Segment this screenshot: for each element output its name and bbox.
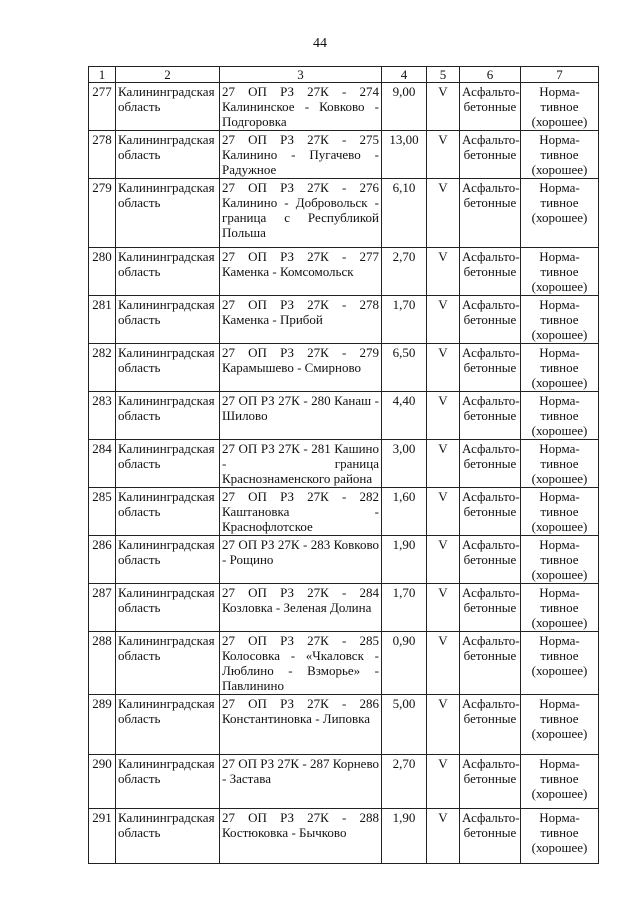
road-name-cell: 27 ОП РЗ 27К - 275 Калинино - Пугачево - Радужное (220, 131, 382, 179)
row-number: 290 (89, 755, 116, 809)
row-number: 284 (89, 440, 116, 488)
category-cell: V (427, 584, 460, 632)
category-cell: V (427, 536, 460, 584)
road-name-cell: 27 ОП РЗ 27К - 274 Калининское - Ковково - Подгоровка (220, 83, 382, 131)
category-cell: V (427, 488, 460, 536)
table-row (89, 131, 599, 179)
region-cell: Калининградская область (116, 536, 220, 584)
row-number: 279 (89, 179, 116, 248)
surface-cell: Асфальто-бетонные (460, 131, 521, 179)
table-row (89, 584, 599, 632)
page-number: 44 (313, 36, 327, 51)
surface-cell: Асфальто-бетонные (460, 809, 521, 864)
region-cell: Калининградская область (116, 695, 220, 755)
road-name-cell: 27 ОП РЗ 27К - 279 Карамышево - Смирново (220, 344, 382, 392)
state-cell: Норма-тивное (хорошее) (521, 344, 599, 392)
row-number: 289 (89, 695, 116, 755)
table-row (89, 695, 599, 755)
state-cell: Норма-тивное (хорошее) (521, 632, 599, 695)
category-cell: V (427, 632, 460, 695)
category-cell: V (427, 131, 460, 179)
table-row (89, 296, 599, 344)
length-cell: 1,70 (382, 584, 427, 632)
category-cell: V (427, 695, 460, 755)
table-row (89, 179, 599, 248)
region-cell: Калининградская область (116, 392, 220, 440)
length-cell: 1,70 (382, 296, 427, 344)
state-cell: Норма-тивное (хорошее) (521, 488, 599, 536)
roads-table (88, 66, 599, 864)
table-row (89, 248, 599, 296)
length-cell: 2,70 (382, 248, 427, 296)
surface-cell: Асфальто-бетонные (460, 179, 521, 248)
category-cell: V (427, 755, 460, 809)
region-cell: Калининградская область (116, 755, 220, 809)
length-cell: 9,00 (382, 83, 427, 131)
surface-cell: Асфальто-бетонные (460, 632, 521, 695)
row-number: 277 (89, 83, 116, 131)
state-cell: Норма-тивное (хорошее) (521, 296, 599, 344)
length-cell: 5,00 (382, 695, 427, 755)
table-row (89, 83, 599, 131)
road-name-cell: 27 ОП РЗ 27К - 277 Каменка - Комсомольск (220, 248, 382, 296)
table-row (89, 488, 599, 536)
region-cell: Калининградская область (116, 83, 220, 131)
road-name-cell: 27 ОП РЗ 27К - 286 Константиновка - Липовка (220, 695, 382, 755)
table-row (89, 440, 599, 488)
state-cell: Норма-тивное (хорошее) (521, 584, 599, 632)
table-row (89, 755, 599, 809)
row-number: 281 (89, 296, 116, 344)
region-cell: Калининградская область (116, 248, 220, 296)
row-number: 286 (89, 536, 116, 584)
column-number: 7 (521, 67, 599, 83)
state-cell: Норма-тивное (хорошее) (521, 440, 599, 488)
category-cell: V (427, 392, 460, 440)
road-name-cell: 27 ОП РЗ 27К - 276 Калинино - Добровольск - граница с Республикой Польша (220, 179, 382, 248)
length-cell: 3,00 (382, 440, 427, 488)
road-name-cell: 27 ОП РЗ 27К - 285 Колосовка - «Чкаловск - Люблино - Взморье» - Павлинино (220, 632, 382, 695)
row-number: 283 (89, 392, 116, 440)
category-cell: V (427, 83, 460, 131)
length-cell: 1,60 (382, 488, 427, 536)
length-cell: 2,70 (382, 755, 427, 809)
length-cell: 6,10 (382, 179, 427, 248)
surface-cell: Асфальто-бетонные (460, 83, 521, 131)
column-number: 6 (460, 67, 521, 83)
state-cell: Норма-тивное (хорошее) (521, 809, 599, 864)
table-row (89, 536, 599, 584)
region-cell: Калининградская область (116, 584, 220, 632)
length-cell: 1,90 (382, 809, 427, 864)
category-cell: V (427, 248, 460, 296)
table-row (89, 344, 599, 392)
region-cell: Калининградская область (116, 131, 220, 179)
surface-cell: Асфальто-бетонные (460, 755, 521, 809)
category-cell: V (427, 344, 460, 392)
table-row (89, 809, 599, 864)
surface-cell: Асфальто-бетонные (460, 695, 521, 755)
road-name-cell: 27 ОП РЗ 27К - 284 Козловка - Зеленая Долина (220, 584, 382, 632)
surface-cell: Асфальто-бетонные (460, 584, 521, 632)
surface-cell: Асфальто-бетонные (460, 392, 521, 440)
column-number: 1 (89, 67, 116, 83)
surface-cell: Асфальто-бетонные (460, 440, 521, 488)
road-name-cell: 27 ОП РЗ 27К - 281 Кашино - граница Краснознаменского района (220, 440, 382, 488)
state-cell: Норма-тивное (хорошее) (521, 248, 599, 296)
region-cell: Калининградская область (116, 440, 220, 488)
road-name-cell: 27 ОП РЗ 27К - 288 Костюковка - Бычково (220, 809, 382, 864)
row-number: 285 (89, 488, 116, 536)
road-name-cell: 27 ОП РЗ 27К - 287 Корнево - Застава (220, 755, 382, 809)
road-name-cell: 27 ОП РЗ 27К - 282 Каштановка - Краснофлотское (220, 488, 382, 536)
row-number: 278 (89, 131, 116, 179)
road-name-cell: 27 ОП РЗ 27К - 278 Каменка - Прибой (220, 296, 382, 344)
state-cell: Норма-тивное (хорошее) (521, 179, 599, 248)
row-number: 288 (89, 632, 116, 695)
category-cell: V (427, 440, 460, 488)
row-number: 287 (89, 584, 116, 632)
length-cell: 13,00 (382, 131, 427, 179)
category-cell: V (427, 296, 460, 344)
category-cell: V (427, 179, 460, 248)
table-row (89, 392, 599, 440)
surface-cell: Асфальто-бетонные (460, 344, 521, 392)
region-cell: Калининградская область (116, 296, 220, 344)
state-cell: Норма-тивное (хорошее) (521, 536, 599, 584)
state-cell: Норма-тивное (хорошее) (521, 755, 599, 809)
row-number: 282 (89, 344, 116, 392)
column-number: 3 (220, 67, 382, 83)
surface-cell: Асфальто-бетонные (460, 536, 521, 584)
region-cell: Калининградская область (116, 344, 220, 392)
column-number: 5 (427, 67, 460, 83)
region-cell: Калининградская область (116, 632, 220, 695)
surface-cell: Асфальто-бетонные (460, 248, 521, 296)
row-number: 291 (89, 809, 116, 864)
region-cell: Калининградская область (116, 488, 220, 536)
region-cell: Калининградская область (116, 179, 220, 248)
road-name-cell: 27 ОП РЗ 27К - 280 Канаш - Шилово (220, 392, 382, 440)
column-number: 2 (116, 67, 220, 83)
table-row (89, 632, 599, 695)
state-cell: Норма-тивное (хорошее) (521, 131, 599, 179)
state-cell: Норма-тивное (хорошее) (521, 392, 599, 440)
road-name-cell: 27 ОП РЗ 27К - 283 Ковково - Рощино (220, 536, 382, 584)
surface-cell: Асфальто-бетонные (460, 488, 521, 536)
column-number: 4 (382, 67, 427, 83)
row-number: 280 (89, 248, 116, 296)
length-cell: 6,50 (382, 344, 427, 392)
column-number-row (89, 67, 599, 83)
region-cell: Калининградская область (116, 809, 220, 864)
length-cell: 0,90 (382, 632, 427, 695)
state-cell: Норма-тивное (хорошее) (521, 695, 599, 755)
length-cell: 4,40 (382, 392, 427, 440)
length-cell: 1,90 (382, 536, 427, 584)
state-cell: Норма-тивное (хорошее) (521, 83, 599, 131)
surface-cell: Асфальто-бетонные (460, 296, 521, 344)
category-cell: V (427, 809, 460, 864)
